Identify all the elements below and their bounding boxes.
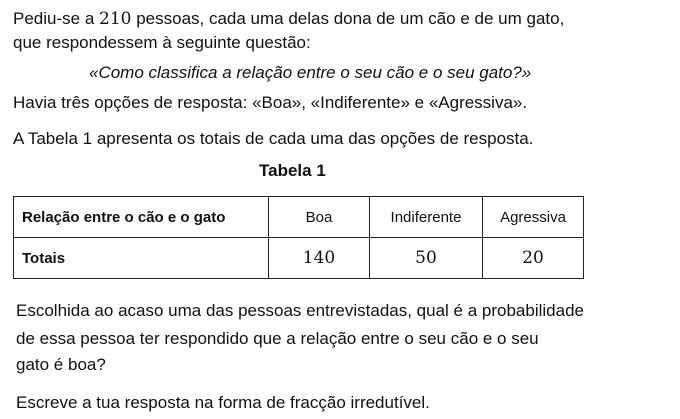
problem-line-1: Escolhida ao acaso uma das pessoas entrevistadas, qual é a probabilidade	[16, 301, 584, 320]
options-line: Havia três opções de resposta: «Boa», «Indiferente» e «Agressiva».	[13, 93, 528, 112]
header-relation: Relação entre o cão e o gato	[14, 197, 269, 238]
table-header-row	[14, 197, 584, 238]
table-intro: A Tabela 1 apresenta os totais de cada uma das opções de resposta.	[13, 129, 534, 148]
header-indiferente: Indiferente	[370, 197, 483, 238]
intro-line-2: que respondessem à seguinte questão:	[13, 33, 311, 52]
survey-question: «Como classifica a relação entre o seu cão e o seu gato?»	[89, 63, 532, 82]
problem-line-3: gato é boa?	[16, 355, 106, 374]
total-indiferente: 50	[370, 238, 483, 279]
table-title: Tabela 1	[259, 161, 326, 180]
intro-suffix: pessoas, cada uma delas dona de um cão e de um gato,	[136, 9, 565, 28]
header-agressiva: Agressiva	[483, 197, 584, 238]
table-row-totais	[14, 238, 584, 279]
row-label-totais: Totais	[14, 238, 269, 279]
problem-line-2: de essa pessoa ter respondido que a relação entre o seu cão e o seu	[16, 329, 539, 348]
people-count: 210	[99, 9, 132, 29]
intro-line-1	[13, 9, 564, 29]
header-boa: Boa	[269, 197, 370, 238]
intro-prefix: Pediu-se a	[13, 9, 95, 28]
instruction-line: Escreve a tua resposta na forma de fracção irredutível.	[16, 393, 430, 412]
total-boa: 140	[269, 238, 370, 279]
responses-table	[13, 196, 584, 279]
total-agressiva: 20	[483, 238, 584, 279]
